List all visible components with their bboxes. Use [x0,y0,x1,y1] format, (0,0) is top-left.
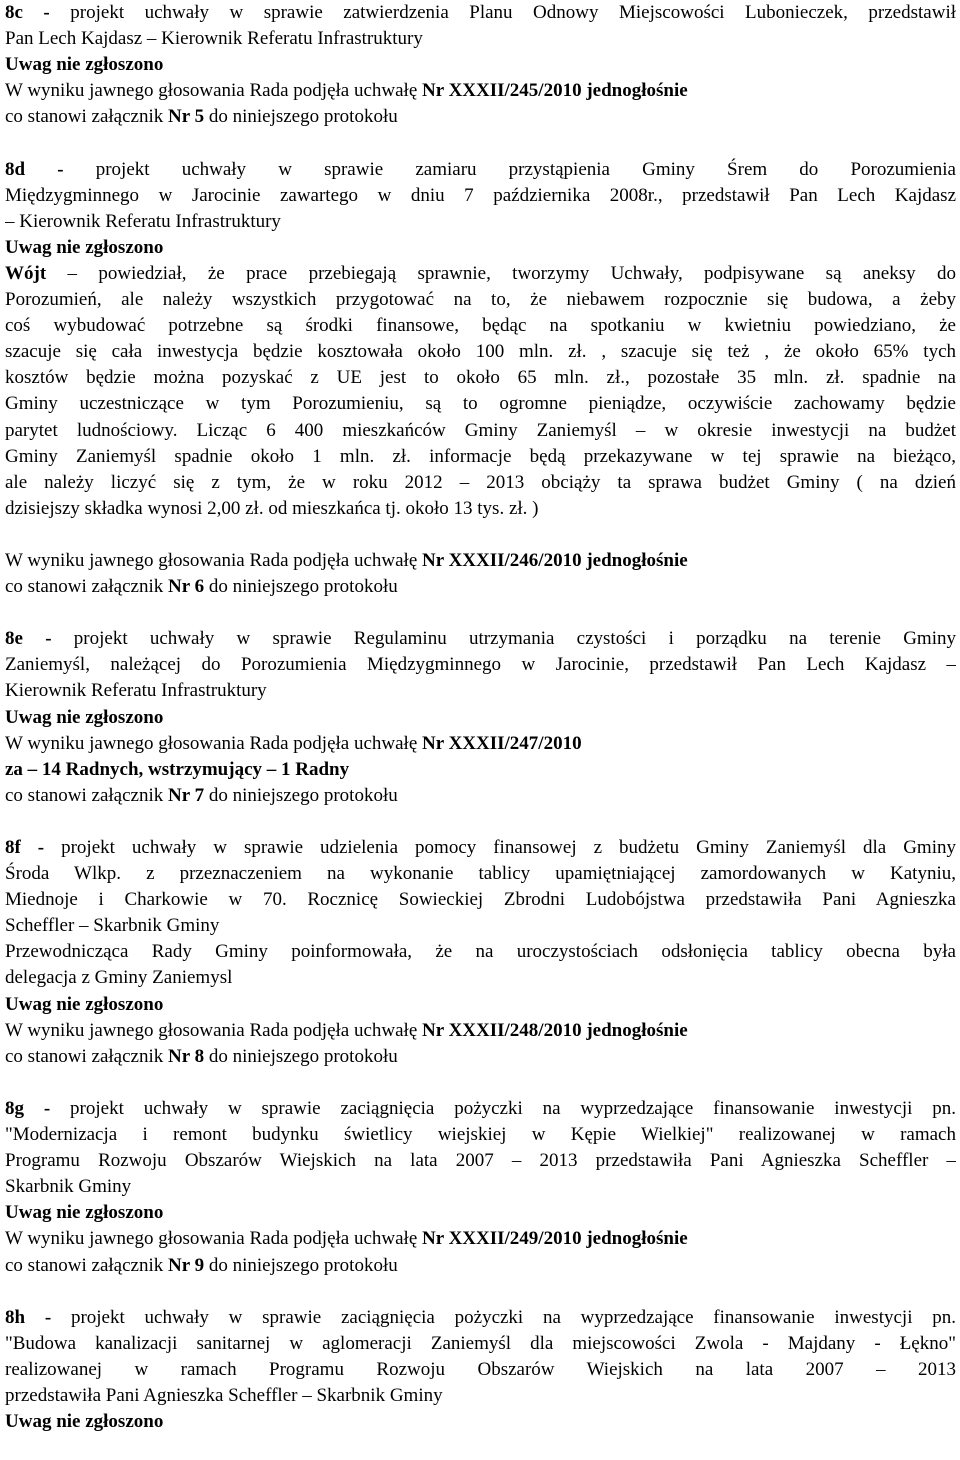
text-run: projekt uchwały w sprawie Regulaminu utrzymania czystości i porządku na terenie Gminy [73,628,956,650]
bold-run: za – 14 Radnych, wstrzymujący – 1 Radny [5,758,350,780]
text-line [5,183,956,209]
text-line [5,731,956,757]
text-line [5,104,956,130]
bold-run: Uwag nie zgłoszono [5,1202,164,1224]
text-run: do niniejszego protokołu [204,1254,398,1276]
text-run: co stanowi załącznik [5,106,169,128]
bold-run: Uwag nie zgłoszono [5,993,164,1015]
bold-run: Uwag nie zgłoszono [5,1411,164,1433]
text-run: co stanowi załącznik [5,784,169,806]
bold-run: 8c - [5,2,71,23]
bold-run: Nr 8 [168,1045,205,1067]
text-run: "Budowa kanalizacji sanitarnej w aglomeracji Zaniemyśl dla miejscowości Zwola - Majdany - Łękno" [5,1332,956,1354]
text-run: ale należy liczyć się z tym, że w roku 2012 – 2013 obciąży ta sprawa budżet Gminy ( na dzień [5,471,956,493]
text-line [5,1357,956,1383]
text-run: W wyniku jawnego głosowania Rada podjęła uchwałę [5,1019,423,1041]
bold-run: Nr 6 [168,576,205,598]
bold-run: Uwag nie zgłoszono [5,706,164,728]
text-run: co stanowi załącznik [5,1045,169,1067]
text-line [5,470,956,496]
section-gap [5,1070,956,1096]
text-line [5,209,956,235]
text-run: Przewodnicząca Rady Gminy poinformowała, że na uroczystościach odsłonięcia tablicy obecna była [5,941,956,963]
bold-run: 8d - [5,158,96,180]
section-gap [5,600,956,626]
text-run: Międzygminnego w Jarocinie zawartego w dniu 7 października 2008r. [5,184,658,206]
text-line [5,705,956,731]
text-line [5,1018,956,1044]
text-run: do niniejszego protokołu [204,784,398,806]
text-run: szacuje się cała inwestycja będzie kosztowała około 100 mln. zł. , szacuje się też , że około 65% tych [5,341,956,363]
text-line [5,1253,956,1279]
bold-run: 8g - [5,1097,71,1119]
text-run: – powiedział, że prace przebiegają sprawnie, tworzymy Uchwały, podpisywane są aneksy do [46,262,956,284]
text-line [5,444,956,470]
text-run: projekt uchwały w sprawie zamiaru przystąpienia Gminy Śrem do Porozumienia [95,158,956,180]
section-8d [5,157,956,627]
bold-run: Nr 7 [168,784,205,806]
text-run: Pan Lech Kajdasz – Kierownik Referatu Infrastruktury [5,28,423,50]
text-run: przedstawiła Pani Agnieszka Scheffler – Skarbnik Gminy [5,1384,443,1406]
section-gap [5,1279,956,1305]
blank-line [5,522,956,548]
text-run: do niniejszego protokołu [204,576,398,598]
text-line [5,313,956,339]
text-run: W wyniku jawnego głosowania Rada podjęła uchwałę [5,80,423,102]
section-8e [5,626,956,835]
text-line [5,1383,956,1409]
text-line [5,992,956,1018]
text-run: W wyniku jawnego głosowania Rada podjęła uchwałę [5,1228,423,1250]
text-line [5,418,956,444]
text-line [5,757,956,783]
text-line [5,1305,956,1331]
text-line [5,235,956,261]
text-line [5,1174,956,1200]
text-run: do niniejszego protokołu [204,106,398,128]
text-line [5,339,956,365]
bold-run: 8f - [5,837,62,858]
section-gap [5,130,956,156]
text-run: coś wybudować potrzebne są środki finansowe, będąc na spotkaniu w kwietniu powiedziano, że [5,315,956,337]
text-run: parytet ludnościowy. Licząc 6 400 mieszkańców Gminy Zaniemyśl – w okresie inwestycji na budżet [5,419,956,441]
text-line [5,913,956,939]
text-line [5,783,956,809]
text-run: co stanowi załącznik [5,576,169,598]
text-run: dzisiejszy składka wynosi 2,00 zł. od mieszkańca tj. około 13 tys. zł. ) [5,497,539,519]
text-line [5,496,956,522]
text-line [5,965,956,991]
text-line [5,261,956,287]
text-run: W wyniku jawnego głosowania Rada podjęła uchwałę [5,732,423,754]
text-run: – Kierownik Referatu Infrastruktury [5,210,281,232]
text-line [5,1044,956,1070]
text-run: Miednoje i Charkowie w 70. Rocznicę Sowieckiej Zbrodni Ludobójstwa przedstawiła Pani Agnieszka [5,889,956,911]
text-line [5,626,956,652]
bold-run: Wójt [5,262,47,284]
text-line [5,887,956,913]
text-run: Scheffler – Skarbnik Gminy [5,915,220,937]
text-run: projekt uchwały w sprawie zatwierdzenia Planu Odnowy Miejscowości Lubonieczek, przedstawił [70,2,956,23]
text-line [5,1148,956,1174]
bold-run: Nr XXXII/248/2010 jednogłośnie [422,1019,688,1041]
text-line [5,574,956,600]
section-8f [5,835,956,1096]
text-line [5,548,956,574]
text-line [5,1096,956,1122]
text-line [5,861,956,887]
text-line [5,78,956,104]
text-line [5,1331,956,1357]
text-line [5,157,956,183]
text-line [5,1200,956,1226]
text-line [5,835,956,861]
text-line [5,26,956,52]
text-line [5,287,956,313]
text-run: Gminy uczestniczące w tym Porozumieniu, są to ogromne pieniądze, oczywiście zachowamy będzie [5,393,956,415]
text-run: do niniejszego protokołu [204,1045,398,1067]
text-run: Programu Rozwoju Obszarów Wiejskich na lata 2007 – 2013 przedstawiła Pani Agnieszka Scheffler – [5,1150,956,1172]
text-line [5,1226,956,1252]
text-run: projekt uchwały w sprawie udzielenia pomocy finansowej z budżetu Gminy Zaniemyśl dla Gminy [61,837,956,858]
text-line [5,391,956,417]
bold-run: Nr XXXII/247/2010 [422,732,582,754]
text-run: , przedstawił Pan Lech Kajdasz [657,184,956,206]
text-run: delegacja z Gminy Zaniemysl [5,967,233,989]
text-run: Zaniemyśl, należącej do Porozumienia Międzygminnego w Jarocinie, przedstawił Pan Lech Kajdasz – [5,654,956,676]
bold-run: Uwag nie zgłoszono [5,236,164,258]
section-8g [5,1096,956,1305]
text-line [5,678,956,704]
section-8h [5,1305,956,1435]
bold-run: Nr 5 [168,106,205,128]
bold-run: Nr XXXII/246/2010 jednogłośnie [422,549,688,571]
text-run: Skarbnik Gminy [5,1176,132,1198]
section-gap [5,809,956,835]
text-run: "Modernizacja i remont budynku świetlicy wiejskiej w Kępie Wielkiej" realizowanej w ramach [5,1124,956,1146]
text-line [5,652,956,678]
text-run: Gminy Zaniemyśl spadnie około 1 mln. zł. informacje będą przekazywane w tej sprawie na bieżąco, [5,445,956,467]
text-line [5,1122,956,1148]
text-line [5,0,956,26]
text-run: projekt uchwały w sprawie zaciągnięcia pożyczki na wyprzedzające finansowanie inwestycji pn. [70,1306,956,1328]
section-8c [5,0,956,157]
bold-run: 8e - [5,628,74,650]
text-line [5,1409,956,1435]
bold-run: 8h - [5,1306,71,1328]
text-run: Porozumień, ale należy wszystkich przygotować na to, że niebawem rozpocznie się budowa, a żeby [5,289,956,311]
text-line [5,52,956,78]
text-run: co stanowi załącznik [5,1254,169,1276]
text-run: projekt uchwały w sprawie zaciągnięcia pożyczki na wyprzedzające finansowanie inwestycji pn. [70,1097,956,1119]
text-run: realizowanej w ramach Programu Rozwoju Obszarów Wiejskich na lata 2007 – 2013 [5,1358,956,1380]
text-line [5,365,956,391]
bold-run: Nr XXXII/245/2010 jednogłośnie [422,80,688,102]
bold-run: Nr XXXII/249/2010 jednogłośnie [422,1228,688,1250]
text-line [5,939,956,965]
text-run: W wyniku jawnego głosowania Rada podjęła uchwałę [5,549,423,571]
text-run: Kierownik Referatu Infrastruktury [5,680,267,702]
text-run: kosztów będzie można pozyskać z UE jest to około 65 mln. zł., pozostałe 35 mln. zł. spadnie na [5,367,956,389]
bold-run: Uwag nie zgłoszono [5,54,164,76]
bold-run: Nr 9 [168,1254,205,1276]
text-run: Środa Wlkp. z przeznaczeniem na wykonanie tablicy upamiętniającej zamordowanych w Katyniu, [5,863,956,885]
